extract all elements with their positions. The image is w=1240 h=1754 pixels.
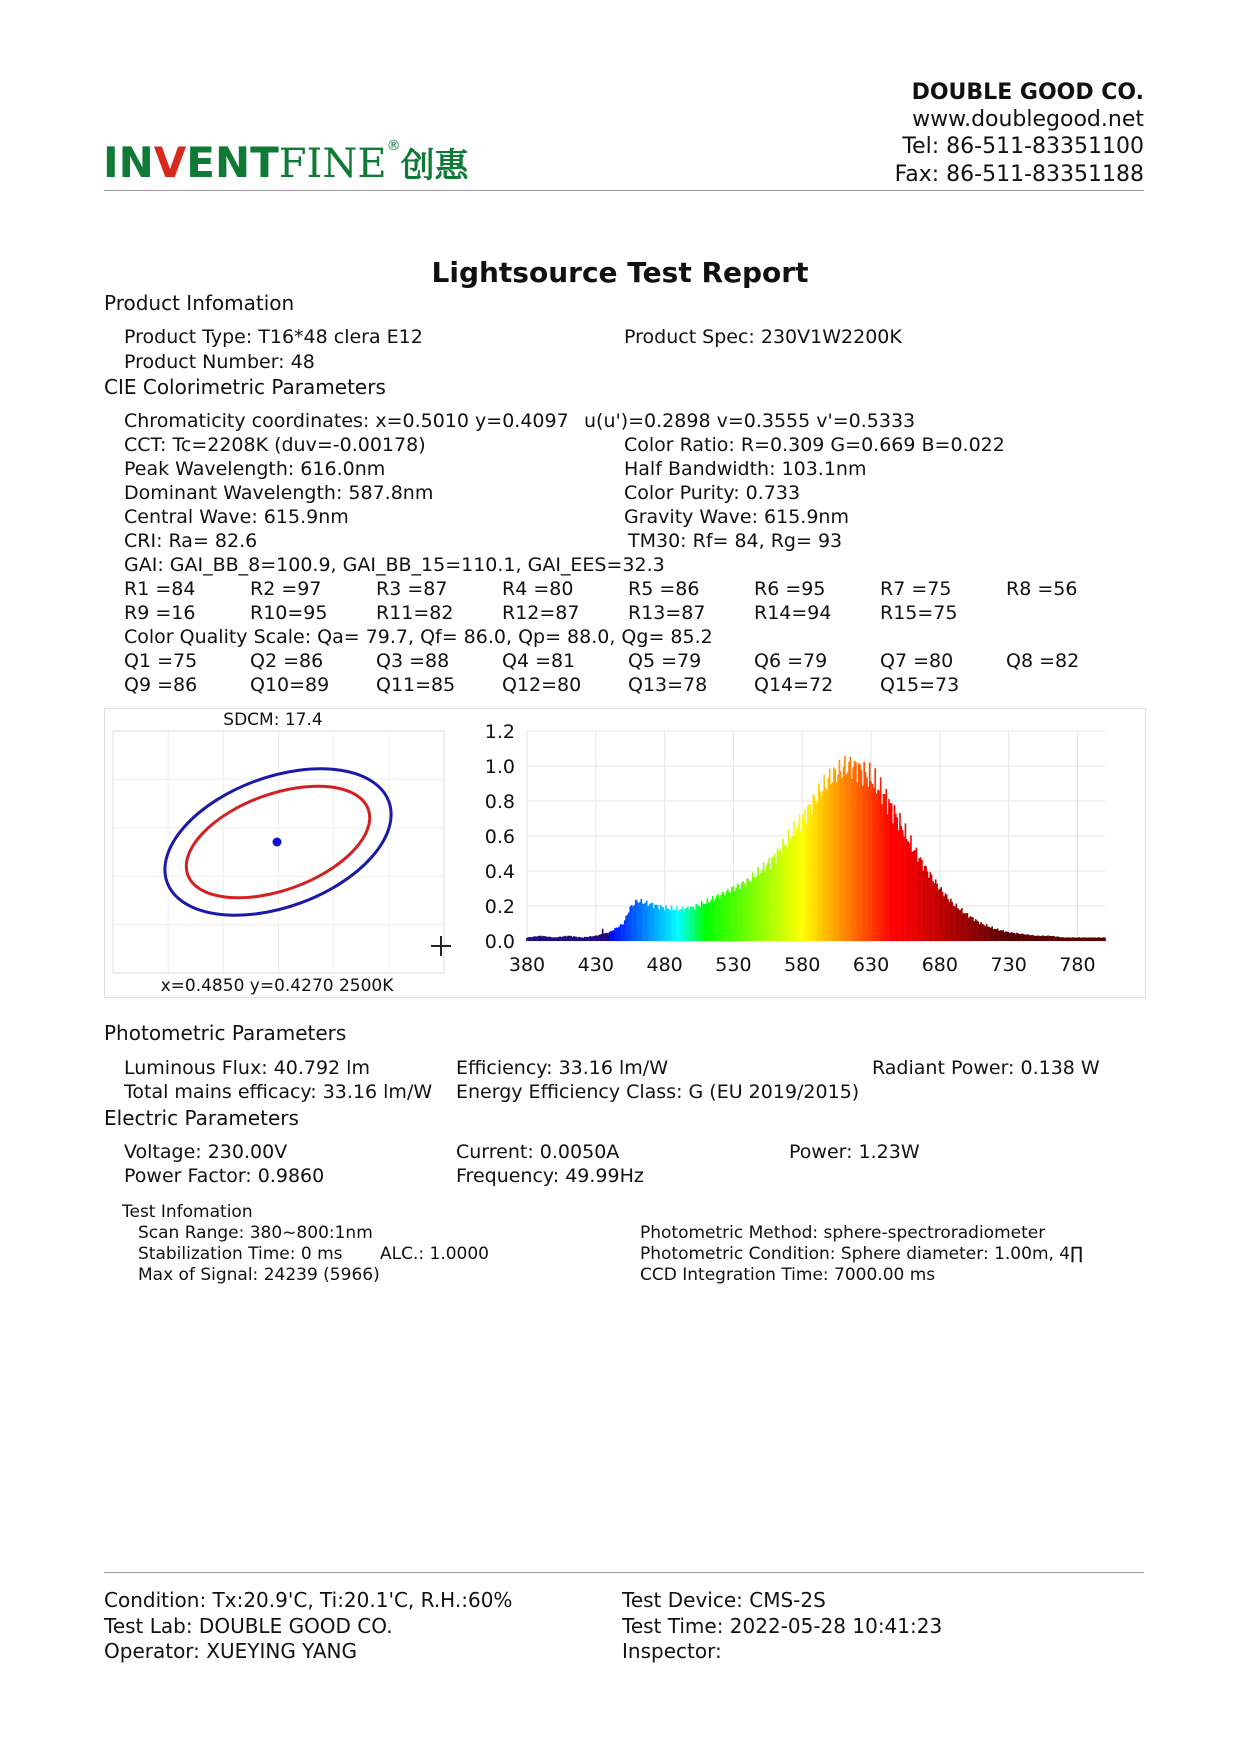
y-tick-label: 0.6 bbox=[484, 826, 515, 848]
voltage: Voltage: 230.00V bbox=[124, 1141, 288, 1163]
electric-heading: Electric Parameters bbox=[104, 1106, 299, 1130]
q-value: Q6 =79 bbox=[754, 650, 828, 672]
product-number: Product Number: 48 bbox=[124, 351, 315, 373]
test-time: Test Time: 2022-05-28 10:41:23 bbox=[622, 1614, 943, 1638]
r-value: R4 =80 bbox=[502, 578, 574, 600]
cct: CCT: Tc=2208K (duv=-0.00178) bbox=[124, 434, 426, 456]
footer-divider bbox=[104, 1572, 1144, 1573]
alc: ALC.: 1.0000 bbox=[380, 1244, 489, 1264]
uv-coordinates: u(u')=0.2898 v=0.3555 v'=0.5333 bbox=[584, 410, 916, 432]
color-ratio: Color Ratio: R=0.309 G=0.669 B=0.022 bbox=[624, 434, 1005, 456]
r-value: R9 =16 bbox=[124, 602, 196, 624]
charts-panel bbox=[104, 708, 1146, 998]
r-value: R13=87 bbox=[628, 602, 706, 624]
sdcm-chart bbox=[113, 710, 451, 996]
y-tick-label: 0.2 bbox=[484, 896, 515, 918]
q-value: Q1 =75 bbox=[124, 650, 198, 672]
report-title: Lightsource Test Report bbox=[431, 256, 809, 289]
ccd-integration-time: CCD Integration Time: 7000.00 ms bbox=[640, 1265, 936, 1285]
logo-text-cn: 创惠 bbox=[400, 146, 469, 186]
charts-svg bbox=[105, 709, 1145, 997]
dominant-wavelength: Dominant Wavelength: 587.8nm bbox=[124, 482, 434, 504]
logo-text-v: V bbox=[153, 138, 187, 187]
y-tick-label: 0.0 bbox=[484, 931, 515, 953]
cri: CRI: Ra= 82.6 bbox=[124, 530, 258, 552]
r-value: R2 =97 bbox=[250, 578, 322, 600]
frequency: Frequency: 49.99Hz bbox=[456, 1165, 644, 1187]
x-tick-label: 480 bbox=[646, 954, 683, 976]
photometric-method: Photometric Method: sphere-spectroradiometer bbox=[640, 1223, 1046, 1243]
test-info-heading: Test Infomation bbox=[122, 1202, 253, 1222]
q-value: Q3 =88 bbox=[376, 650, 450, 672]
energy-efficiency-class: Energy Efficiency Class: G (EU 2019/2015) bbox=[456, 1081, 860, 1103]
q-value: Q4 =81 bbox=[502, 650, 576, 672]
crosshair-icon bbox=[431, 936, 451, 956]
q-value: Q7 =80 bbox=[880, 650, 954, 672]
cie-heading: CIE Colorimetric Parameters bbox=[104, 375, 386, 399]
logo-text-in: IN bbox=[103, 138, 154, 187]
stabilization-time: Stabilization Time: 0 ms bbox=[138, 1244, 343, 1264]
scan-range: Scan Range: 380~800:1nm bbox=[138, 1223, 373, 1243]
central-wave: Central Wave: 615.9nm bbox=[124, 506, 349, 528]
inspector: Inspector: bbox=[622, 1639, 722, 1663]
gai: GAI: GAI_BB_8=100.9, GAI_BB_15=110.1, GAI_EES=32.3 bbox=[124, 554, 665, 576]
x-tick-label: 630 bbox=[852, 954, 890, 976]
current: Current: 0.0050A bbox=[456, 1141, 620, 1163]
product-type: Product Type: T16*48 clera E12 bbox=[124, 326, 423, 348]
logo-text-fine: FINE bbox=[278, 141, 387, 187]
header-divider bbox=[104, 190, 1144, 191]
q-value: Q12=80 bbox=[502, 674, 582, 696]
r-value: R11=82 bbox=[376, 602, 454, 624]
product-spec: Product Spec: 230V1W2200K bbox=[624, 326, 902, 348]
company-fax: Fax: 86-511-83351188 bbox=[894, 162, 1144, 187]
logo-text-ent: ENT bbox=[186, 138, 279, 187]
efficiency: Efficiency: 33.16 lm/W bbox=[456, 1057, 668, 1079]
y-tick-label: 1.2 bbox=[484, 721, 515, 743]
half-bandwidth: Half Bandwidth: 103.1nm bbox=[624, 458, 867, 480]
x-tick-label: 530 bbox=[715, 954, 752, 976]
r-value: R12=87 bbox=[502, 602, 580, 624]
q-value: Q5 =79 bbox=[628, 650, 702, 672]
sdcm-chromaticity-point bbox=[273, 838, 282, 847]
q-value: Q13=78 bbox=[628, 674, 708, 696]
color-quality-scale: Color Quality Scale: Qa= 79.7, Qf= 86.0, Qp= 88.0, Qg= 85.2 bbox=[124, 626, 713, 648]
r-value: R10=95 bbox=[250, 602, 328, 624]
r-value: R8 =56 bbox=[1006, 578, 1078, 600]
q-value: Q9 =86 bbox=[124, 674, 198, 696]
test-lab: Test Lab: DOUBLE GOOD CO. bbox=[104, 1614, 393, 1638]
photometric-condition: Photometric Condition: Sphere diameter: 1.00m, 4∏ bbox=[640, 1244, 1083, 1264]
color-purity: Color Purity: 0.733 bbox=[624, 482, 801, 504]
gravity-wave: Gravity Wave: 615.9nm bbox=[624, 506, 849, 528]
q-value: Q10=89 bbox=[250, 674, 330, 696]
luminous-flux: Luminous Flux: 40.792 lm bbox=[124, 1057, 370, 1079]
y-tick-label: 0.4 bbox=[484, 861, 515, 883]
photometric-heading: Photometric Parameters bbox=[104, 1021, 347, 1045]
x-tick-label: 580 bbox=[784, 954, 821, 976]
company-logo bbox=[103, 138, 469, 192]
x-tick-label: 380 bbox=[508, 954, 546, 976]
q-value: Q8 =82 bbox=[1006, 650, 1080, 672]
q-value: Q14=72 bbox=[754, 674, 834, 696]
sdcm-label: SDCM: 17.4 bbox=[223, 710, 323, 730]
power-factor: Power Factor: 0.9860 bbox=[124, 1165, 325, 1187]
r-value: R14=94 bbox=[754, 602, 832, 624]
y-tick-label: 0.8 bbox=[484, 791, 515, 813]
x-tick-label: 730 bbox=[990, 954, 1027, 976]
test-device: Test Device: CMS-2S bbox=[622, 1588, 826, 1612]
y-tick-label: 1.0 bbox=[484, 756, 515, 778]
sdcm-reference: x=0.4850 y=0.4270 2500K bbox=[160, 976, 394, 996]
company-tel: Tel: 86-511-83351100 bbox=[902, 134, 1144, 159]
q-value: Q15=73 bbox=[880, 674, 960, 696]
r-value: R6 =95 bbox=[754, 578, 826, 600]
q-value: Q11=85 bbox=[376, 674, 456, 696]
max-of-signal: Max of Signal: 24239 (5966) bbox=[138, 1265, 380, 1285]
spectrum-chart bbox=[485, 721, 1105, 976]
chromaticity-coordinates: Chromaticity coordinates: x=0.5010 y=0.4097 bbox=[124, 410, 569, 432]
operator: Operator: XUEYING YANG bbox=[104, 1639, 357, 1663]
r-value: R3 =87 bbox=[376, 578, 448, 600]
logo-registered-mark: ® bbox=[386, 138, 401, 154]
r-value: R5 =86 bbox=[628, 578, 700, 600]
power: Power: 1.23W bbox=[789, 1141, 920, 1163]
peak-wavelength: Peak Wavelength: 616.0nm bbox=[124, 458, 386, 480]
r-value: R15=75 bbox=[880, 602, 958, 624]
q-value: Q2 =86 bbox=[250, 650, 324, 672]
x-tick-label: 430 bbox=[577, 954, 614, 976]
x-tick-label: 780 bbox=[1059, 954, 1096, 976]
radiant-power: Radiant Power: 0.138 W bbox=[872, 1057, 1100, 1079]
product-heading: Product Infomation bbox=[104, 291, 295, 315]
tm30: TM30: Rf= 84, Rg= 93 bbox=[628, 530, 843, 552]
r-value: R7 =75 bbox=[880, 578, 952, 600]
test-condition: Condition: Tx:20.9'C, Ti:20.1'C, R.H.:60% bbox=[104, 1588, 513, 1612]
company-website[interactable]: www.doublegood.net bbox=[912, 107, 1144, 132]
r-value: R1 =84 bbox=[124, 578, 196, 600]
total-mains-efficacy: Total mains efficacy: 33.16 lm/W bbox=[124, 1081, 433, 1103]
x-tick-label: 680 bbox=[921, 954, 958, 976]
company-name: DOUBLE GOOD CO. bbox=[911, 80, 1144, 105]
